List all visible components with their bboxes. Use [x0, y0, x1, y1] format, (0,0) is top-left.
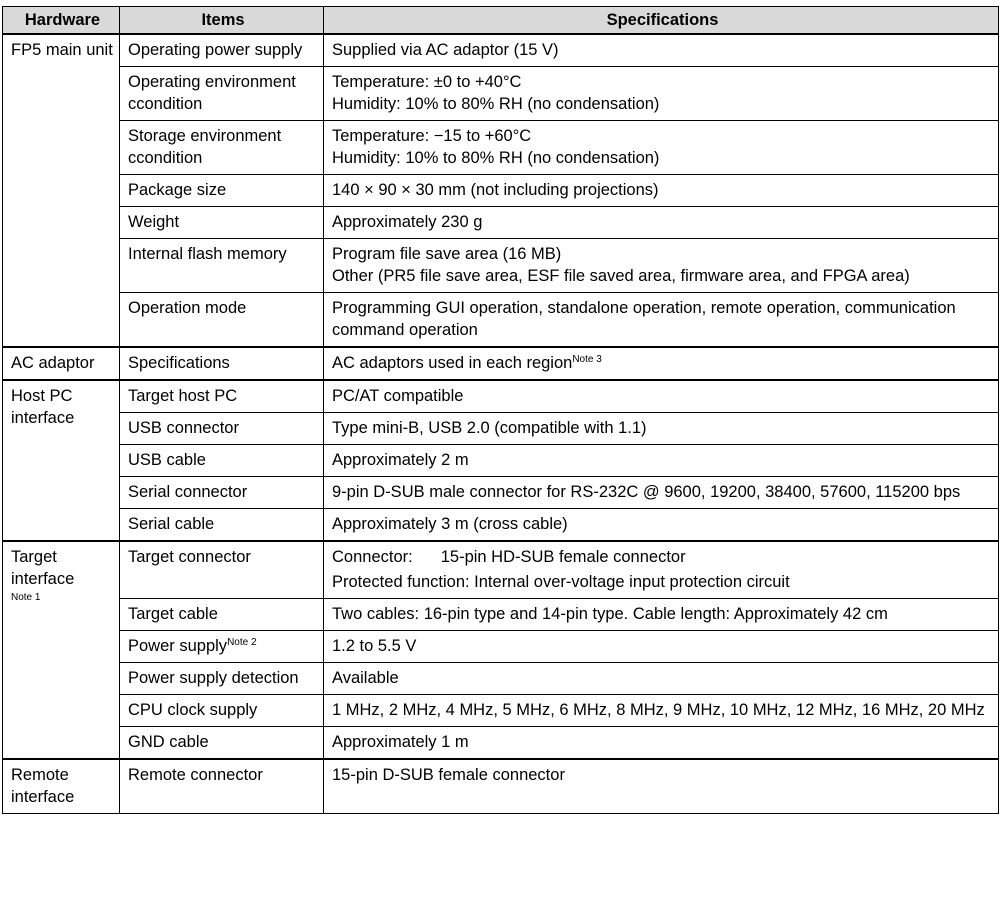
spec-text: Temperature: −15 to +60°C [332, 127, 532, 145]
hardware-note: Note 1 [11, 592, 41, 603]
item-cell [120, 347, 324, 380]
item-label: Target host PC [128, 387, 238, 405]
item-cell [120, 445, 324, 477]
spec-text: Approximately 3 m (cross cable) [332, 515, 568, 533]
hardware-label: FP5 main unit [11, 41, 113, 59]
spec-text: Type mini-B, USB 2.0 (compatible with 1.1) [332, 419, 647, 437]
table-header [3, 7, 999, 35]
item-cell [120, 631, 324, 663]
spec-line [332, 449, 993, 471]
table-row [3, 759, 999, 814]
table-body [3, 34, 999, 814]
spec-line [332, 635, 993, 657]
table-row [3, 509, 999, 542]
item-label: Weight [128, 213, 180, 231]
table-row [3, 663, 999, 695]
item-cell [120, 541, 324, 599]
header-specifications: Specifications [324, 7, 999, 35]
hardware-cell [3, 34, 120, 347]
item-label: Serial connector [128, 483, 248, 501]
spec-cell [324, 175, 999, 207]
table-row [3, 239, 999, 293]
item-cell [120, 175, 324, 207]
spec-line [332, 513, 993, 535]
table-row [3, 695, 999, 727]
spec-text: 140 × 90 × 30 mm (not including projections) [332, 181, 659, 199]
item-label: Serial cable [128, 515, 215, 533]
item-label: Internal flash memory [128, 245, 287, 263]
table-row [3, 67, 999, 121]
hardware-cell [3, 759, 120, 814]
spec-cell [324, 695, 999, 727]
table-row [3, 207, 999, 239]
spec-line [332, 546, 993, 568]
item-cell [120, 599, 324, 631]
spec-text: PC/AT compatible [332, 387, 464, 405]
table-row [3, 631, 999, 663]
table-row [3, 347, 999, 380]
hardware-cell [3, 347, 120, 380]
spec-text: Protected function: Internal over-voltage input protection circuit [332, 573, 790, 591]
item-label: Package size [128, 181, 227, 199]
spec-line [332, 481, 993, 503]
spec-cell [324, 599, 999, 631]
item-label: Remote connector [128, 766, 263, 784]
specifications-table [2, 6, 999, 814]
spec-text: Approximately 230 g [332, 213, 483, 231]
spec-line [332, 179, 993, 201]
item-cell [120, 293, 324, 348]
item-label: Operating environment ccondition [128, 73, 296, 113]
spec-text: 1.2 to 5.5 V [332, 637, 417, 655]
spec-cell [324, 34, 999, 67]
spec-text: Approximately 1 m [332, 733, 469, 751]
spec-cell [324, 509, 999, 542]
item-cell [120, 413, 324, 445]
table-row [3, 34, 999, 67]
spec-line [332, 243, 993, 265]
item-cell [120, 380, 324, 413]
spec-line [332, 211, 993, 233]
spec-cell [324, 207, 999, 239]
item-label: Target connector [128, 548, 251, 566]
spec-line [332, 571, 993, 593]
item-label: USB cable [128, 451, 206, 469]
spec-cell [324, 541, 999, 599]
spec-text: 1 MHz, 2 MHz, 4 MHz, 5 MHz, 6 MHz, 8 MHz, 9 MHz, 10 MHz, 12 MHz, 16 MHz, 20 MHz [332, 701, 985, 719]
hardware-label: Host PC interface [11, 387, 75, 427]
spec-line [332, 71, 993, 93]
table-row [3, 380, 999, 413]
spec-text: Two cables: 16-pin type and 14-pin type. Cable length: Approximately 42 cm [332, 605, 888, 623]
item-cell [120, 34, 324, 67]
item-label: Specifications [128, 354, 230, 372]
spec-cell [324, 631, 999, 663]
spec-line [332, 417, 993, 439]
table-row [3, 413, 999, 445]
table-row [3, 541, 999, 599]
item-cell [120, 121, 324, 175]
spec-cell [324, 239, 999, 293]
header-hardware: Hardware [3, 7, 120, 35]
spec-cell [324, 347, 999, 380]
item-label: Power supply detection [128, 669, 299, 687]
item-cell [120, 663, 324, 695]
spec-text: Humidity: 10% to 80% RH (no condensation) [332, 149, 660, 167]
spec-text: 9-pin D-SUB male connector for RS-232C @ 9600, 19200, 38400, 57600, 115200 bps [332, 483, 961, 501]
table-row [3, 727, 999, 760]
spec-text: Other (PR5 file save area, ESF file saved area, firmware area, and FPGA area) [332, 267, 910, 285]
hardware-label: Remote interface [11, 766, 75, 806]
spec-cell [324, 727, 999, 760]
spec-cell [324, 477, 999, 509]
item-label: CPU clock supply [128, 701, 258, 719]
spec-cell [324, 759, 999, 814]
spec-cell [324, 380, 999, 413]
hardware-cell [3, 380, 120, 541]
table-row [3, 477, 999, 509]
spec-line [332, 667, 993, 689]
header-row [3, 7, 999, 35]
spec-cell [324, 121, 999, 175]
spec-line [332, 699, 993, 721]
item-cell [120, 727, 324, 760]
spec-cell [324, 413, 999, 445]
item-cell [120, 477, 324, 509]
spec-line [332, 731, 993, 753]
item-label: Power supply [128, 637, 228, 655]
item-cell [120, 67, 324, 121]
item-note: Note 2 [227, 637, 257, 648]
spec-line [332, 125, 993, 147]
item-cell [120, 239, 324, 293]
spec-cell [324, 67, 999, 121]
spec-text: Approximately 2 m [332, 451, 469, 469]
table-row [3, 121, 999, 175]
item-label: Operating power supply [128, 41, 303, 59]
spec-line [332, 352, 993, 374]
spec-text: Humidity: 10% to 80% RH (no condensation) [332, 95, 660, 113]
spec-label: Connector: [332, 548, 413, 566]
hardware-label: AC adaptor [11, 354, 95, 372]
spec-line [332, 603, 993, 625]
spec-line [332, 265, 993, 287]
spec-line [332, 39, 993, 61]
spec-text: 15-pin D-SUB female connector [332, 766, 565, 784]
item-label: GND cable [128, 733, 209, 751]
spec-line [332, 385, 993, 407]
spec-text: Available [332, 669, 399, 687]
table-row [3, 175, 999, 207]
table-row [3, 445, 999, 477]
spec-cell [324, 445, 999, 477]
spec-line [332, 147, 993, 169]
spec-text: Programming GUI operation, standalone operation, remote operation, communication command operation [332, 299, 956, 339]
spec-text: Program file save area (16 MB) [332, 245, 562, 263]
spec-line [332, 297, 993, 341]
item-label: Target cable [128, 605, 218, 623]
spec-text: Supplied via AC adaptor (15 V) [332, 41, 559, 59]
spec-line [332, 764, 993, 786]
item-cell [120, 207, 324, 239]
item-label: Storage environment ccondition [128, 127, 282, 167]
header-items: Items [120, 7, 324, 35]
spec-cell [324, 293, 999, 348]
spec-text: Temperature: ±0 to +40°C [332, 73, 522, 91]
hardware-label: Target interface [11, 548, 75, 588]
spec-note: Note 3 [572, 354, 602, 365]
table-row [3, 293, 999, 348]
spec-text: AC adaptors used in each region [332, 354, 573, 372]
item-label: USB connector [128, 419, 239, 437]
spec-value: 15-pin HD-SUB female connector [440, 548, 686, 566]
item-cell [120, 509, 324, 542]
spec-cell [324, 663, 999, 695]
item-label: Operation mode [128, 299, 247, 317]
item-cell [120, 759, 324, 814]
table-row [3, 599, 999, 631]
spec-line [332, 93, 993, 115]
hardware-cell [3, 541, 120, 759]
item-cell [120, 695, 324, 727]
